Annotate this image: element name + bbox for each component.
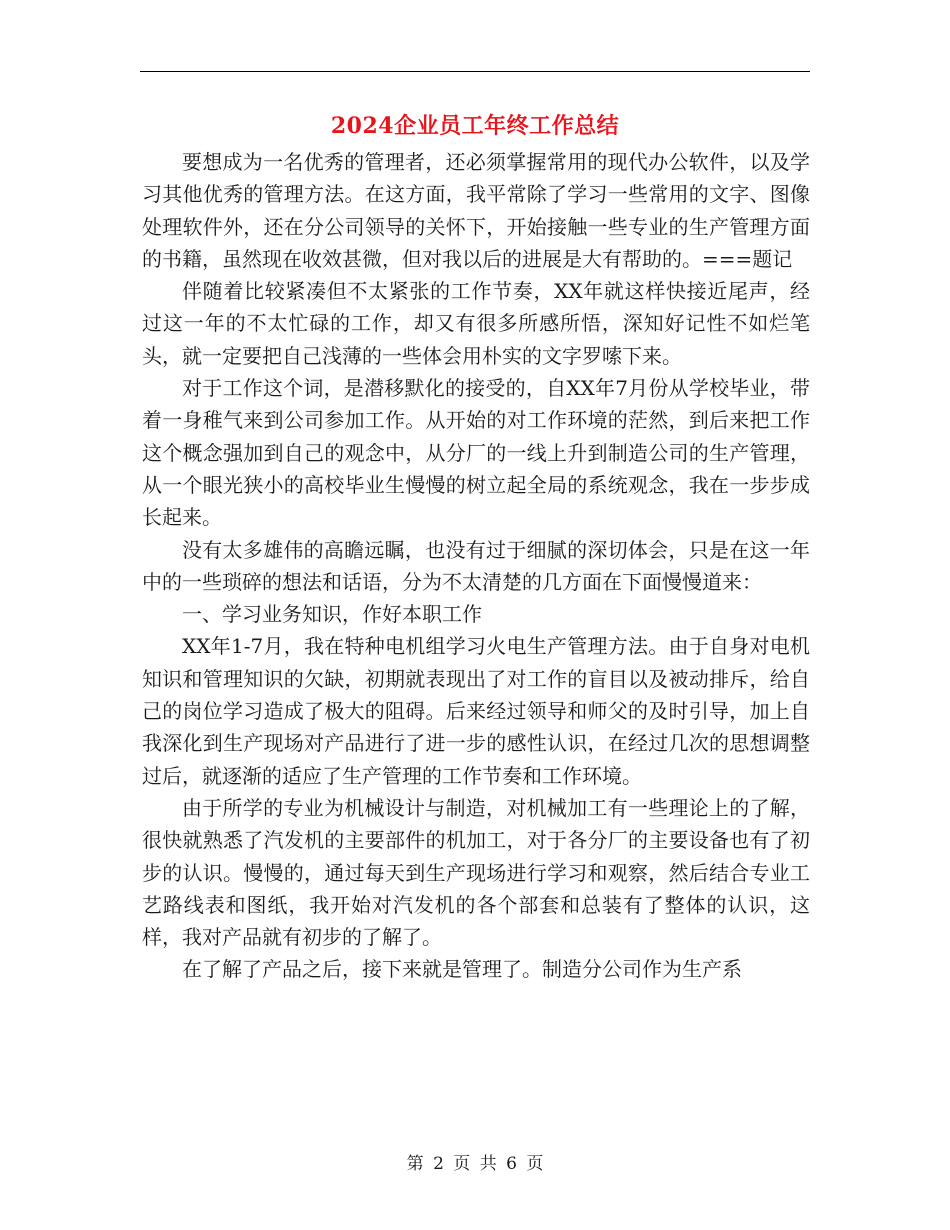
header-rule: [140, 71, 810, 72]
document-body: [142, 146, 810, 986]
paragraph-year-review: 伴随着比较紧凑但不太紧张的工作节奏，XX年就这样快接近尾声，经过这一年的不太忙碌的工作，却又有很多所感所悟，深知好记性不如烂笔头，就一定要把自己浅薄的一些体会用朴实的文字罗嗦下来。: [142, 279, 810, 368]
paragraph-outline: 没有太多雄伟的高瞻远瞩，也没有过于细腻的深切体会，只是在这一年中的一些琐碎的想法和话语，分为不太清楚的几方面在下面慢慢道来：: [142, 537, 810, 594]
document-title: 2024企业员工年终工作总结: [330, 113, 620, 139]
page-number-footer: 第 2 页 共 6 页: [406, 1154, 544, 1174]
paragraph-management: 在了解了产品之后，接下来就是管理了。制造分公司作为生产系: [182, 957, 742, 982]
paragraph-product-knowledge: 由于所学的专业为机械设计与制造，对机械加工有一些理论上的了解，很快就熟悉了汽发机的主要部件的机加工，对于各分厂的主要设备也有了初步的认识。慢慢的，通过每天到生产现场进行学习和观察，然后结合专业工艺路线表和图纸，我开始对汽发机的各个部套和总装有了整体的认识，这样，我对产品就有初步的了解了。: [142, 795, 810, 950]
section-heading-1: 一、学习业务知识，作好本职工作: [182, 602, 482, 627]
paragraph-intro: 要想成为一名优秀的管理者，还必须掌握常用的现代办公软件，以及学习其他优秀的管理方法。在这方面，我平常除了学习一些常用的文字、图像处理软件外，还在分公司领导的关怀下，开始接触一些专业的生产管理方面的书籍，虽然现在收效甚微，但对我以后的进展是大有帮助的。===题记: [142, 150, 810, 271]
paragraph-work-concept: 对于工作这个词，是潜移默化的接受的，自XX年7月份从学校毕业，带着一身稚气来到公司参加工作。从开始的对工作环境的茫然，到后来把工作这个概念强加到自己的观念中，从分厂的一线上升到制造公司的生产管理，从一个眼光狭小的高校毕业生慢慢的树立起全局的系统观念，我在一步步成长起来。: [142, 376, 810, 530]
paragraph-learning: XX年1-7月，我在特种电机组学习火电生产管理方法。由于自身对电机知识和管理知识的欠缺，初期就表现出了对工作的盲目以及被动排斥，给自己的岗位学习造成了极大的阻碍。后来经过领导和师父的及时引导，加上自我深化到生产现场对产品进行了进一步的感性认识，在经过几次的思想调整过后，就逐渐的适应了生产管理的工作节奏和工作环境。: [142, 634, 810, 788]
